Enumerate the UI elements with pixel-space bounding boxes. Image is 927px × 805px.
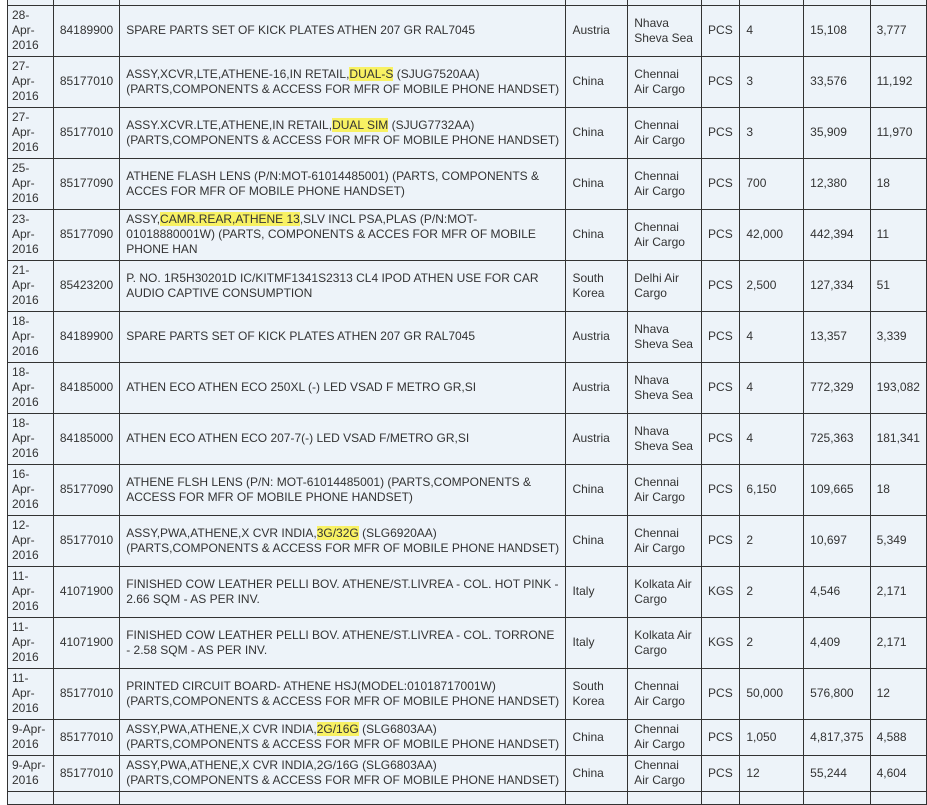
cell-unit: KGS: [702, 618, 740, 669]
cell-country: China: [566, 756, 628, 792]
table-row: [8, 720, 927, 756]
cell-description: [120, 669, 566, 720]
cell-unit: PCS: [702, 159, 740, 210]
cell-value: 772,329: [804, 363, 870, 414]
cell-port: Chennai Air Cargo: [628, 210, 702, 261]
cell-date: 18-Apr-2016: [8, 414, 54, 465]
cell-hs-code: 85177010: [53, 516, 119, 567]
cell-quantity: 4: [740, 414, 804, 465]
cell-value: 33,576: [804, 57, 870, 108]
cell-unit-value: 2,171: [870, 618, 926, 669]
cell-unit: PCS: [702, 363, 740, 414]
cell-date: 18-Apr-2016: [8, 363, 54, 414]
table-row: [8, 210, 927, 261]
description-text: ASSY.XCVR.LTE,ATHENE,IN RETAIL,: [126, 117, 333, 132]
table-row: [8, 567, 927, 618]
cell-unit: PCS: [702, 516, 740, 567]
description-text: SPARE PARTS SET OF KICK PLATES ATHEN 207 GR RAL7045: [126, 329, 476, 343]
highlighted-text: CAMR.REAR,ATHENE 13: [160, 212, 300, 226]
cell-unit-value: 11: [870, 210, 926, 261]
description-text: SPARE PARTS SET OF KICK PLATES ATHEN 207 GR RAL7045: [126, 23, 476, 37]
cell-country: China: [566, 720, 628, 756]
cell-hs-code: 84185000: [53, 414, 119, 465]
cell-date: 11-Apr-2016: [8, 567, 54, 618]
table-row: [8, 618, 927, 669]
cell-value: 725,363: [804, 414, 870, 465]
description-text: ASSY,PWA,ATHENE,X CVR INDIA,: [126, 525, 317, 540]
cell-port: Chennai Air Cargo: [628, 108, 702, 159]
table-row: [8, 363, 927, 414]
cell-unit-value: 181,341: [870, 414, 926, 465]
cell-date: 16-Apr-2016: [8, 465, 54, 516]
cell-value: 4,817,375: [804, 720, 870, 756]
cell-country: Italy: [566, 567, 628, 618]
cell-date: 11-Apr-2016: [8, 669, 54, 720]
cell-port: Kolkata Air Cargo: [628, 618, 702, 669]
cell-description: [120, 414, 566, 465]
cell-port: Nhava Sheva Sea: [628, 6, 702, 57]
cell-date: 27-Apr-2016: [8, 57, 54, 108]
clipped-row-bottom: [8, 792, 927, 805]
cell-value: 4,546: [804, 567, 870, 618]
cell-value: 109,665: [804, 465, 870, 516]
cell-unit-value: 3,339: [870, 312, 926, 363]
cell-quantity: 4: [740, 363, 804, 414]
table-row: [8, 312, 927, 363]
table-row: [8, 57, 927, 108]
cell-unit-value: 18: [870, 465, 926, 516]
cell-country: Austria: [566, 312, 628, 363]
cell-unit-value: 2,171: [870, 567, 926, 618]
description-text: ,SLV INCL PSA,PLAS (P/N:MOT-01018880001W) (PARTS, COMPONENTS & ACCES FOR MFR OF MOBILE PHONE HAN: [126, 212, 536, 256]
cell-unit: PCS: [702, 720, 740, 756]
cell-value: 576,800: [804, 669, 870, 720]
table-row: [8, 159, 927, 210]
cell-country: China: [566, 465, 628, 516]
description-text: ATHEN ECO ATHEN ECO 207-7(-) LED VSAD F/METRO GR,SI: [126, 431, 470, 445]
cell-unit-value: 51: [870, 261, 926, 312]
cell-unit-value: 11,970: [870, 108, 926, 159]
shipment-records-table: [7, 0, 927, 805]
records-tbody: [8, 6, 927, 792]
table-row: [8, 108, 927, 159]
cell-hs-code: 85177090: [53, 210, 119, 261]
cell-unit: PCS: [702, 108, 740, 159]
cell-country: China: [566, 108, 628, 159]
cell-hs-code: 41071900: [53, 618, 119, 669]
cell-description: [120, 465, 566, 516]
table-row: [8, 756, 927, 792]
cell-date: 12-Apr-2016: [8, 516, 54, 567]
cell-value: 13,357: [804, 312, 870, 363]
cell-date: 21-Apr-2016: [8, 261, 54, 312]
highlighted-text: DUAL-S: [349, 66, 394, 81]
description-text: ATHENE FLASH LENS (P/N:MOT-61014485001) (PARTS, COMPONENTS & ACCES FOR MFR OF MOBILE PHONE HANDSET): [126, 168, 540, 198]
cell-unit: PCS: [702, 756, 740, 792]
cell-description: [120, 108, 566, 159]
cell-description: [120, 516, 566, 567]
cell-value: 10,697: [804, 516, 870, 567]
cell-unit: PCS: [702, 57, 740, 108]
cell-country: China: [566, 57, 628, 108]
cell-value: 15,108: [804, 6, 870, 57]
cell-unit-value: 193,082: [870, 363, 926, 414]
table-row: [8, 261, 927, 312]
cell-unit-value: 3,777: [870, 6, 926, 57]
cell-unit: KGS: [702, 567, 740, 618]
cell-country: China: [566, 516, 628, 567]
cell-country: South Korea: [566, 261, 628, 312]
cell-unit-value: 4,604: [870, 756, 926, 792]
cell-port: Chennai Air Cargo: [628, 720, 702, 756]
cell-hs-code: 85177090: [53, 159, 119, 210]
cell-description: [120, 6, 566, 57]
description-text: ASSY,PWA,ATHENE,X CVR INDIA,2G/16G (SLG6803AA) (PARTS,COMPONENTS & ACCESS FOR MFR OF MOBILE PHONE HANDSET): [126, 758, 560, 787]
cell-value: 55,244: [804, 756, 870, 792]
cell-port: Kolkata Air Cargo: [628, 567, 702, 618]
cell-country: Italy: [566, 618, 628, 669]
cell-unit: PCS: [702, 669, 740, 720]
cell-date: 28-Apr-2016: [8, 6, 54, 57]
cell-unit-value: 12: [870, 669, 926, 720]
cell-quantity: 50,000: [740, 669, 804, 720]
cell-quantity: 3: [740, 57, 804, 108]
description-text: FINISHED COW LEATHER PELLI BOV. ATHENE/ST.LIVREA - COL. HOT PINK - 2.66 SQM - AS PER INV.: [126, 576, 559, 606]
cell-description: [120, 756, 566, 792]
records-table-container: [7, 0, 927, 805]
cell-country: China: [566, 210, 628, 261]
description-text: P. NO. 1R5H30201D IC/KITMF1341S2313 CL4 IPOD ATHEN USE FOR CAR AUDIO CAPTIVE CONSUMPTION: [126, 270, 539, 300]
cell-port: Nhava Sheva Sea: [628, 414, 702, 465]
cell-port: Nhava Sheva Sea: [628, 312, 702, 363]
cell-quantity: 4: [740, 312, 804, 363]
table-row: [8, 669, 927, 720]
cell-description: [120, 618, 566, 669]
cell-quantity: 2: [740, 516, 804, 567]
cell-port: Chennai Air Cargo: [628, 159, 702, 210]
cell-country: Austria: [566, 414, 628, 465]
cell-hs-code: 85177010: [53, 756, 119, 792]
cell-quantity: 12: [740, 756, 804, 792]
description-text: ASSY,PWA,ATHENE,X CVR INDIA,: [126, 722, 317, 736]
cell-unit: PCS: [702, 414, 740, 465]
cell-port: Chennai Air Cargo: [628, 516, 702, 567]
table-row: [8, 516, 927, 567]
cell-country: China: [566, 159, 628, 210]
cell-quantity: 700: [740, 159, 804, 210]
cell-date: 23-Apr-2016: [8, 210, 54, 261]
cell-description: [120, 567, 566, 618]
table-row: [8, 414, 927, 465]
cell-date: 25-Apr-2016: [8, 159, 54, 210]
cell-hs-code: 84189900: [53, 6, 119, 57]
cell-unit-value: 11,192: [870, 57, 926, 108]
cell-description: [120, 159, 566, 210]
highlighted-text: 2G/16G: [316, 722, 359, 736]
cell-quantity: 2,500: [740, 261, 804, 312]
cell-hs-code: 84185000: [53, 363, 119, 414]
cell-hs-code: 85423200: [53, 261, 119, 312]
description-text: ASSY,XCVR,LTE,ATHENE-16,IN RETAIL,: [126, 66, 350, 81]
cell-value: 12,380: [804, 159, 870, 210]
description-text: (SJUG7520AA) (PARTS,COMPONENTS & ACCESS FOR MFR OF MOBILE PHONE HANDSET): [126, 66, 560, 96]
cell-description: [120, 312, 566, 363]
cell-port: Delhi Air Cargo: [628, 261, 702, 312]
cell-hs-code: 85177010: [53, 57, 119, 108]
cell-value: 442,394: [804, 210, 870, 261]
cell-quantity: 2: [740, 618, 804, 669]
cell-hs-code: 85177010: [53, 669, 119, 720]
cell-date: 11-Apr-2016: [8, 618, 54, 669]
description-text: ATHENE FLSH LENS (P/N: MOT-61014485001) (PARTS,COMPONENTS & ACCESS FOR MFR OF MOBILE PHONE HANDSET): [126, 474, 532, 504]
cell-port: Chennai Air Cargo: [628, 465, 702, 516]
cell-country: Austria: [566, 6, 628, 57]
cell-description: [120, 57, 566, 108]
cell-hs-code: 85177010: [53, 720, 119, 756]
cell-quantity: 1,050: [740, 720, 804, 756]
description-text: FINISHED COW LEATHER PELLI BOV. ATHENE/ST.LIVREA - COL. TORRONE - 2.58 SQM - AS PER INV.: [126, 627, 555, 657]
highlighted-text: 3G/32G: [316, 525, 359, 540]
cell-port: Chennai Air Cargo: [628, 57, 702, 108]
cell-quantity: 2: [740, 567, 804, 618]
description-text: PRINTED CIRCUIT BOARD- ATHENE HSJ(MODEL:01018717001W) (PARTS,COMPONENTS & ACCESS FOR MFR OF MOBILE PHONE HANDSET): [126, 678, 560, 708]
cell-unit: PCS: [702, 6, 740, 57]
cell-port: Chennai Air Cargo: [628, 669, 702, 720]
cell-description: [120, 363, 566, 414]
cell-unit: PCS: [702, 465, 740, 516]
cell-quantity: 4: [740, 6, 804, 57]
description-text: (SLG6920AA) (PARTS,COMPONENTS & ACCESS FOR MFR OF MOBILE PHONE HANDSET): [126, 525, 560, 555]
cell-value: 127,334: [804, 261, 870, 312]
cell-unit: PCS: [702, 261, 740, 312]
cell-value: 35,909: [804, 108, 870, 159]
cell-unit-value: 18: [870, 159, 926, 210]
cell-hs-code: 84189900: [53, 312, 119, 363]
cell-hs-code: 85177010: [53, 108, 119, 159]
cell-description: [120, 261, 566, 312]
cell-quantity: 42,000: [740, 210, 804, 261]
cell-quantity: 6,150: [740, 465, 804, 516]
cell-description: [120, 720, 566, 756]
cell-hs-code: 85177090: [53, 465, 119, 516]
cell-country: South Korea: [566, 669, 628, 720]
cell-value: 4,409: [804, 618, 870, 669]
cell-country: Austria: [566, 363, 628, 414]
table-row: [8, 465, 927, 516]
description-text: (SJUG7732AA) (PARTS,COMPONENTS & ACCESS FOR MFR OF MOBILE PHONE HANDSET): [126, 117, 560, 147]
cell-unit: PCS: [702, 210, 740, 261]
description-text: ATHEN ECO ATHEN ECO 250XL (-) LED VSAD F METRO GR,SI: [126, 380, 477, 394]
highlighted-text: DUAL SIM: [332, 117, 389, 132]
cell-date: 9-Apr-2016: [8, 720, 54, 756]
table-row: [8, 6, 927, 57]
cell-port: Nhava Sheva Sea: [628, 363, 702, 414]
cell-date: 9-Apr-2016: [8, 756, 54, 792]
cell-hs-code: 41071900: [53, 567, 119, 618]
cell-date: 18-Apr-2016: [8, 312, 54, 363]
cell-description: [120, 210, 566, 261]
cell-port: Chennai Air Cargo: [628, 756, 702, 792]
cell-unit-value: 4,588: [870, 720, 926, 756]
cell-date: 27-Apr-2016: [8, 108, 54, 159]
cell-unit-value: 5,349: [870, 516, 926, 567]
cell-unit: PCS: [702, 312, 740, 363]
description-text: ASSY,: [126, 212, 161, 226]
cell-quantity: 3: [740, 108, 804, 159]
description-text: (SLG6803AA) (PARTS,COMPONENTS & ACCESS FOR MFR OF MOBILE PHONE HANDSET): [126, 722, 560, 751]
